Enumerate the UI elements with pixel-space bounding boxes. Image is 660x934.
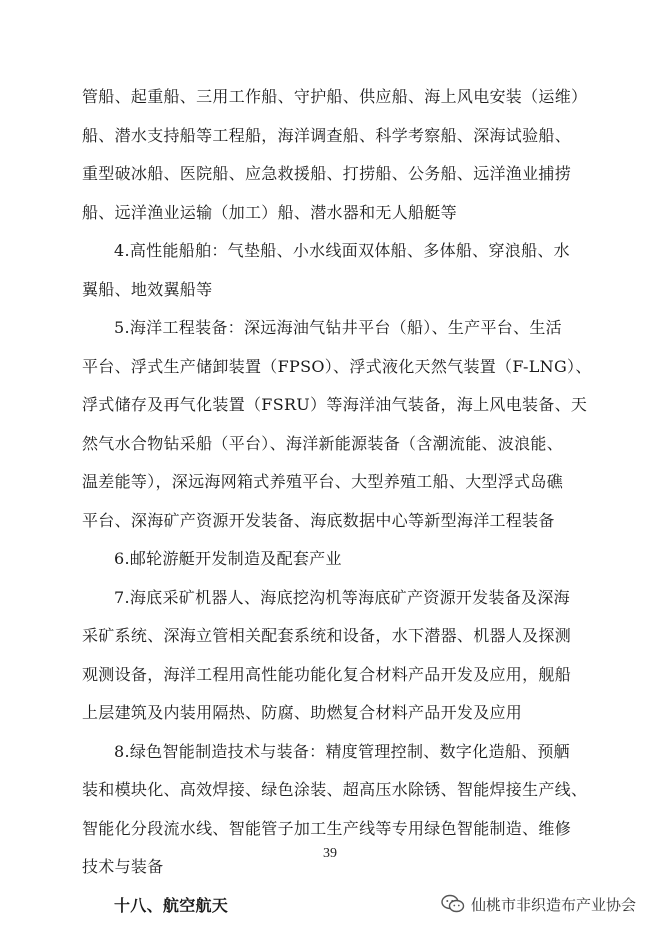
paragraph-line: 船、潜水支持船等工程船，海洋调查船、科学考察船、深海试验船、	[82, 125, 572, 145]
paragraph-line: 技术与装备	[82, 857, 164, 876]
paragraph-line: 平台、浮式生产储卸装置（FPSO）、浮式液化天然气装置（F-LNG）、	[82, 356, 592, 376]
paragraph-line-item-8: 8.绿色智能制造技术与装备：精度管理控制、数字化造船、预舾	[114, 741, 570, 761]
paragraph-line-item-4: 4.高性能船舶：气垫船、小水线面双体船、多体船、穿浪船、水	[114, 241, 570, 260]
watermark	[441, 893, 636, 915]
section-heading: 十八、航空航天	[114, 895, 229, 915]
paragraph-line: 装和模块化、高效焊接、绿色涂装、超高压水除锈、智能焊接生产线、	[82, 780, 588, 799]
paragraph-line: 翼船、地效翼船等	[82, 279, 213, 299]
page-number: 39	[323, 846, 337, 861]
paragraph-line: 智能化分段流水线、智能管子加工生产线等专用绿色智能制造、维修	[82, 818, 572, 838]
paragraph-line-item-7: 7.海底采矿机器人、海底挖沟机等海底矿产资源开发装备及深海	[114, 587, 570, 607]
paragraph-line: 平台、深海矿产资源开发装备、海底数据中心等新型海洋工程装备	[82, 510, 555, 530]
wechat-official-account-icon	[441, 893, 465, 915]
paragraph-line: 浮式储存及再气化装置（FSRU）等海洋油气装备，海上风电装备、天	[82, 395, 588, 414]
paragraph-line: 船、远洋渔业运输（加工）船、潜水器和无人船艇等	[82, 202, 457, 222]
paragraph-line-item-5: 5.海洋工程装备：深远海油气钻井平台（船）、生产平台、生活	[114, 318, 562, 337]
paragraph-line: 上层建筑及内装用隔热、防腐、助燃复合材料产品开发及应用	[82, 703, 523, 722]
paragraph-line: 管船、起重船、三用工作船、守护船、供应船、海上风电安装（运维）	[82, 87, 588, 106]
watermark-text: 仙桃市非织造布产业协会	[470, 895, 636, 914]
paragraph-line: 然气水合物钻采船（平台）、海洋新能源装备（含潮流能、波浪能、	[82, 433, 564, 453]
paragraph-line: 温差能等），深远海网箱式养殖平台、大型养殖工船、大型浮式岛礁	[82, 472, 564, 491]
paragraph-line: 重型破冰船、医院船、应急救援船、打捞船、公务船、远洋渔业捕捞	[82, 164, 572, 183]
paragraph-line: 采矿系统、深海立管相关配套系统和设备，水下潜器、机器人及探测	[82, 626, 572, 645]
document-body	[82, 84, 592, 919]
paragraph-line: 观测设备，海洋工程用高性能功能化复合材料产品开发及应用，舰船	[82, 664, 572, 684]
paragraph-line-item-6: 6.邮轮游艇开发制造及配套产业	[114, 549, 342, 568]
